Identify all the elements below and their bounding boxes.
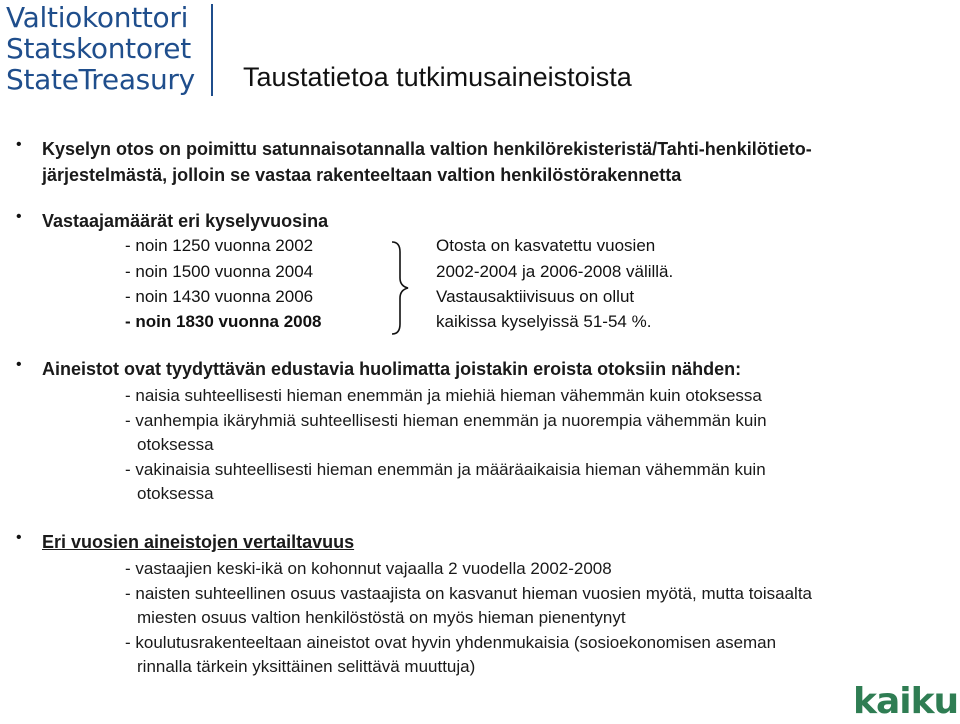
logo-line-2: Statskontoret bbox=[6, 32, 191, 65]
logo-line-1: Valtiokonttori bbox=[6, 1, 189, 34]
representativeness-line-5: otoksessa bbox=[137, 484, 214, 503]
curly-brace-icon bbox=[378, 240, 418, 336]
section-comparability bbox=[16, 529, 355, 555]
section-respondents bbox=[16, 208, 329, 234]
statetreasury-logo bbox=[6, 2, 195, 95]
sample-note-line-2: 2002-2004 ja 2006-2008 välillä. bbox=[436, 262, 674, 281]
section-representativeness-heading: Aineistot ovat tyydyttävän edustavia huolimatta joistakin eroista otoksiin nähden: bbox=[42, 359, 742, 379]
logo-line-3: StateTreasury bbox=[6, 63, 195, 96]
sample-note-line-3: Vastausaktiivisuus on ollut bbox=[436, 287, 635, 306]
bullet-icon: • bbox=[16, 356, 22, 373]
section-representativeness bbox=[16, 356, 742, 382]
bullet-icon: • bbox=[16, 529, 22, 546]
bullet-icon: • bbox=[16, 136, 22, 153]
comparability-line-1: - vastaajien keski-ikä on kohonnut vajaalla 2 vuodella 2002-2008 bbox=[125, 559, 612, 578]
respondent-count-2008: - noin 1830 vuonna 2008 bbox=[125, 312, 322, 331]
representativeness-line-4: - vakinaisia suhteellisesti hieman enemmän ja määräaikaisia hieman vähemmän kuin bbox=[125, 460, 766, 479]
logo-divider bbox=[211, 4, 213, 96]
section-comparability-heading: Eri vuosien aineistojen vertailtavuus bbox=[42, 532, 355, 552]
section-sampling-line-2: järjestelmästä, jolloin se vastaa rakenteeltaan valtion henkilöstörakennetta bbox=[42, 165, 682, 185]
representativeness-line-3: otoksessa bbox=[137, 435, 214, 454]
section-sampling bbox=[16, 136, 812, 188]
respondent-count-2004: - noin 1500 vuonna 2004 bbox=[125, 262, 314, 281]
bullet-icon: • bbox=[16, 208, 22, 225]
respondent-count-2006: - noin 1430 vuonna 2006 bbox=[125, 287, 314, 306]
comparability-line-5: rinnalla tärkein yksittäinen selittävä muuttuja) bbox=[137, 657, 476, 676]
respondent-count-2002: - noin 1250 vuonna 2002 bbox=[125, 236, 314, 255]
section-sampling-line-1: Kyselyn otos on poimittu satunnaisotannalla valtion henkilörekisteristä/Tahti-henkilötieto- bbox=[42, 139, 812, 159]
section-respondents-heading: Vastaajamäärät eri kyselyvuosina bbox=[42, 211, 329, 231]
sample-note-line-4: kaikissa kyselyissä 51-54 %. bbox=[436, 312, 652, 331]
kaiku-logo: kaiku bbox=[853, 681, 959, 722]
representativeness-line-2: - vanhempia ikäryhmiä suhteellisesti hieman enemmän ja nuorempia vähemmän kuin bbox=[125, 411, 767, 430]
comparability-line-2: - naisten suhteellinen osuus vastaajista on kasvanut hieman vuosien myötä, mutta toisaalta bbox=[125, 584, 813, 603]
sample-note-line-1: Otosta on kasvatettu vuosien bbox=[436, 236, 656, 255]
comparability-line-4: - koulutusrakenteeltaan aineistot ovat hyvin yhdenmukaisia (sosioekonomisen aseman bbox=[125, 633, 777, 652]
comparability-line-3: miesten osuus valtion henkilöstöstä on myös hieman pienentynyt bbox=[137, 608, 626, 627]
page-title: Taustatietoa tutkimusaineistoista bbox=[243, 62, 632, 92]
representativeness-line-1: - naisia suhteellisesti hieman enemmän ja miehiä hieman vähemmän kuin otoksessa bbox=[125, 386, 762, 405]
